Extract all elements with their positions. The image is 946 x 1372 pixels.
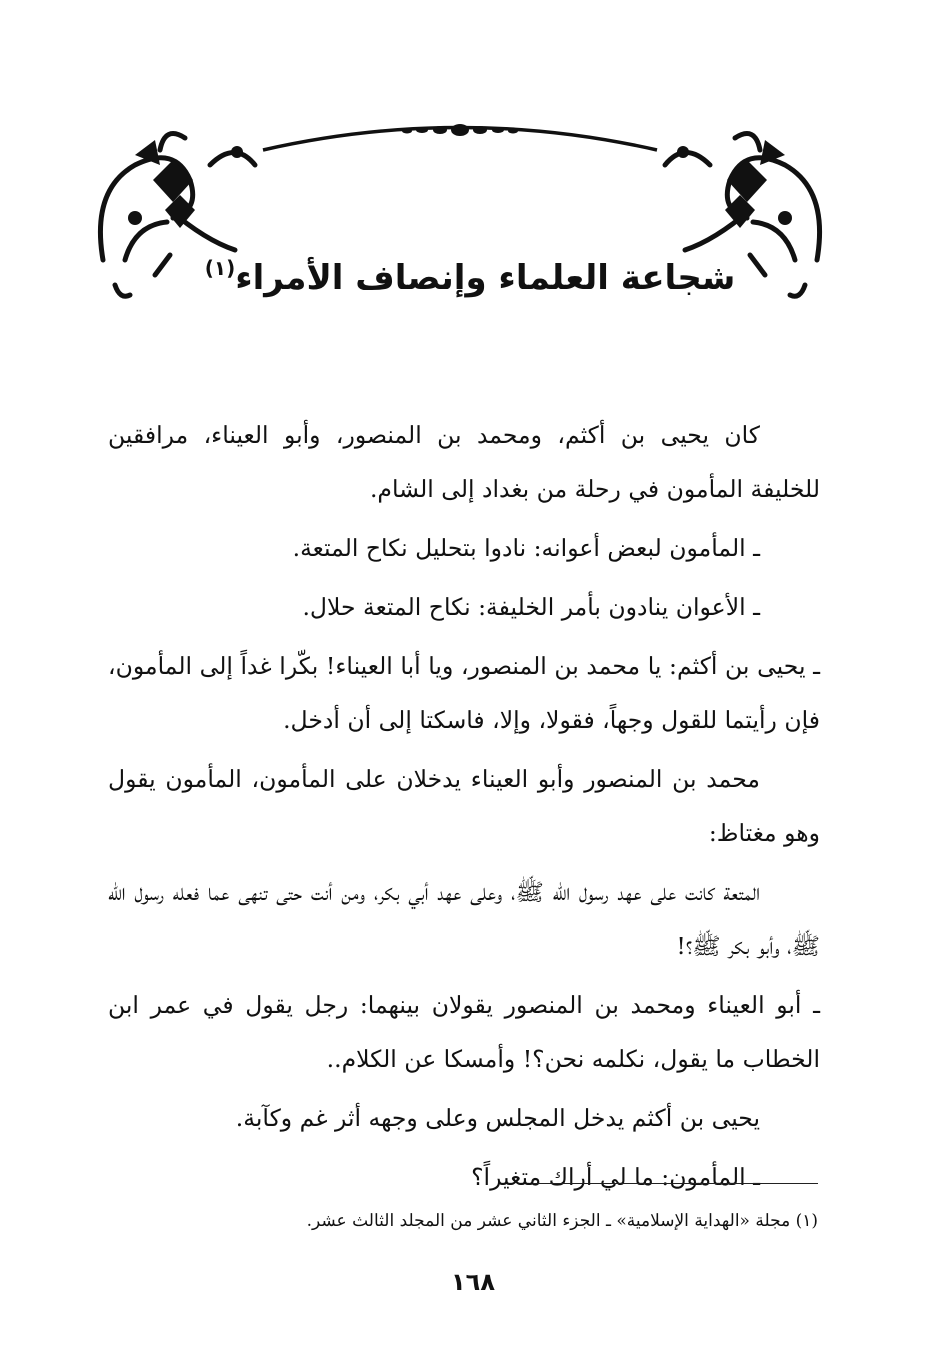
page-title [200,238,740,308]
footnote-text: مجلة «الهداية الإسلامية» ـ الجزء الثاني عشر من المجلد الثالث عشر. [306,1211,791,1231]
paragraph: المتعة كانت على عهد رسول الله ﷺ، وعلى عهد أبي بكر، ومن أنت حتى تنهى عما فعله رسول الله ﷺ، وأبو بكر ﷺ؟! [108,878,820,960]
paragraph: ـ الأعوان ينادون بأمر الخليفة: نكاح المتعة حلال. [302,593,760,621]
body-text [108,408,820,1209]
footnote-marker: (١) [795,1211,818,1231]
footnote-separator [533,1183,818,1184]
paragraph: محمد بن المنصور وأبو العيناء يدخلان على المأمون، المأمون يقول وهو مغتاظ: [108,765,820,847]
paragraph: ـ أبو العيناء ومحمد بن المنصور يقولان بينهما: رجل يقول في عمر ابن الخطاب ما يقول، نكلمه نحن؟! وأمسكا عن الكلام.. [108,991,820,1073]
footnote [128,1206,818,1236]
center-flourish-icon [402,124,518,136]
paragraph: ـ المأمون: ما لي أراك متغيراً؟ [471,1163,760,1191]
title-footnote-ref: (١) [204,256,236,280]
page-number: ١٦٨ [451,1268,495,1296]
paragraph: ـ يحيى بن أكثم: يا محمد بن المنصور، ويا أبا العيناء! بكّرا غداً إلى المأمون، فإن رأيتما للقول وجهاً، فقولا، وإلا، فاسكتا إلى أن أدخل. [108,652,820,734]
title-text: شجاعة العلماء وإنصاف الأمراء [235,258,736,298]
paragraph: ـ المأمون لبعض أعوانه: نادوا بتحليل نكاح المتعة. [292,534,760,562]
paragraph: يحيى بن أكثم يدخل المجلس وعلى وجهه أثر غم وكآبة. [235,1104,760,1132]
paragraph: كان يحيى بن أكثم، ومحمد بن المنصور، وأبو العيناء، مرافقين للخليفة المأمون في رحلة من بغداد إلى الشام. [108,421,820,503]
